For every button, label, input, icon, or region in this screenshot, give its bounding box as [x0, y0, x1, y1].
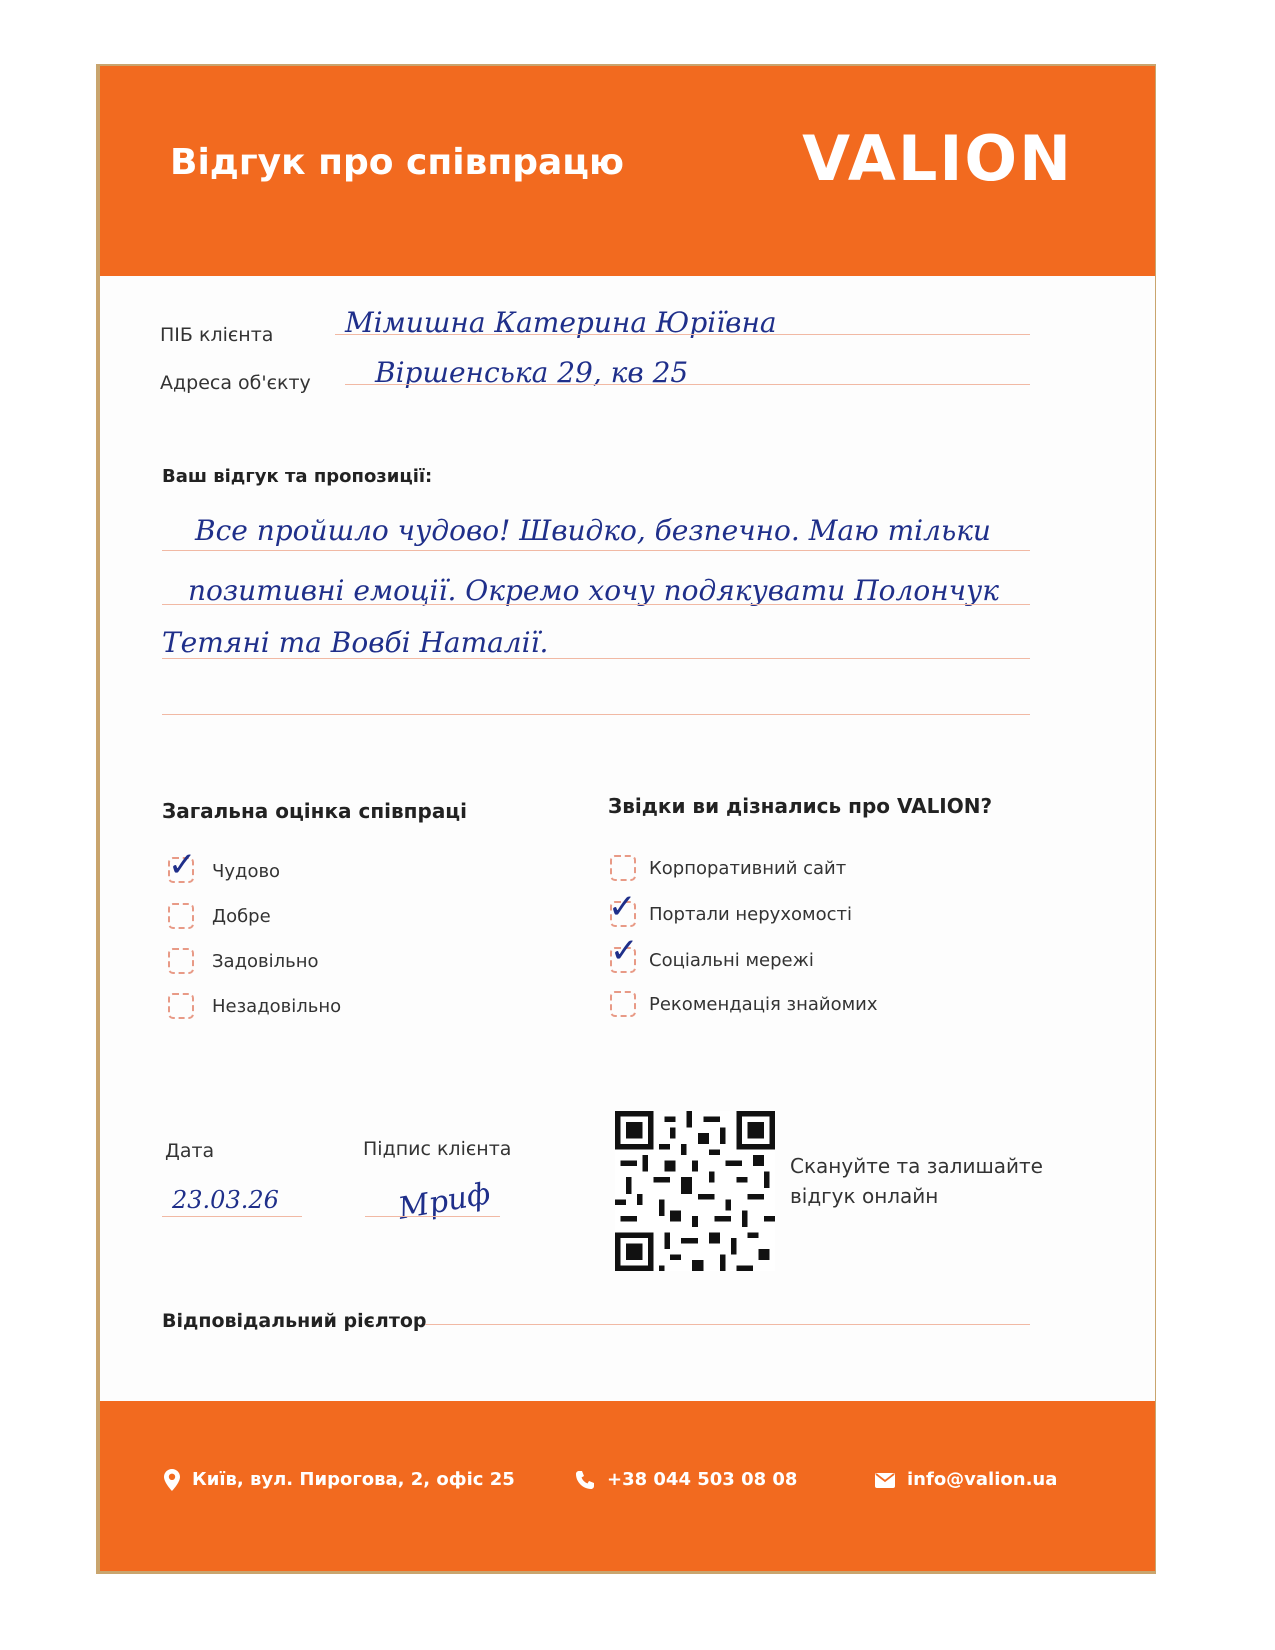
rating-checkbox-satisfactory[interactable]: [168, 948, 194, 974]
rating-checkbox-unsatisfactory[interactable]: [168, 993, 194, 1019]
footer-address-text: Київ, вул. Пирогова, 2, офіс 25: [192, 1469, 515, 1490]
form-header: [100, 66, 1155, 276]
address-line: [345, 384, 1030, 385]
footer-phone-text: +38 044 503 08 08: [607, 1469, 798, 1490]
feedback-rule-1: [162, 550, 1030, 551]
source-label-website: Корпоративний сайт: [649, 858, 847, 879]
rating-label-excellent: Чудово: [212, 861, 281, 882]
rating-label-satisfactory: Задовільно: [212, 951, 319, 972]
qr-code-icon[interactable]: [615, 1111, 775, 1271]
client-name-line: [335, 334, 1030, 335]
rating-label-good: Добре: [212, 906, 271, 927]
feedback-label: Ваш відгук та пропозиції:: [162, 466, 433, 487]
date-label: Дата: [165, 1140, 215, 1162]
rating-title: Загальна оцінка співпраці: [162, 799, 467, 823]
source-label-recommendation: Рекомендація знайомих: [649, 994, 878, 1015]
date-line: [162, 1216, 302, 1217]
signature-label: Підпис клієнта: [363, 1138, 512, 1160]
footer-email-text: info@valion.ua: [907, 1469, 1058, 1490]
footer-address: [164, 1469, 515, 1491]
source-title: Звідки ви дізнались про VALION?: [608, 794, 993, 818]
location-pin-icon: [164, 1469, 180, 1491]
client-name-value: Мімишна Катерина Юріївна: [345, 306, 777, 339]
check-mark-icon: ✓: [168, 845, 197, 885]
check-mark-icon: ✓: [610, 931, 639, 971]
address-value: Віршенська 29, кв 25: [375, 356, 689, 389]
rating-checkbox-good[interactable]: [168, 903, 194, 929]
source-checkbox-recommendation[interactable]: [610, 991, 636, 1017]
feedback-rule-3: [162, 658, 1030, 659]
source-label-social: Соціальні мережі: [649, 950, 814, 971]
realtor-label: Відповідальний рієлтор: [162, 1310, 427, 1332]
feedback-line-1: Все пройшло чудово! Швидко, безпечно. Маю тільки: [195, 514, 991, 547]
client-name-label: ПІБ клієнта: [160, 324, 274, 346]
footer-phone[interactable]: [575, 1469, 797, 1490]
address-label: Адреса об'єкту: [160, 372, 311, 394]
feedback-form: [100, 66, 1155, 1571]
form-footer: [100, 1401, 1155, 1571]
date-value: 23.03.26: [172, 1186, 279, 1214]
realtor-line: [425, 1324, 1030, 1325]
check-mark-icon: ✓: [608, 887, 637, 927]
client-signature: Мриф: [395, 1176, 494, 1227]
rating-label-unsatisfactory: Незадовільно: [212, 996, 342, 1017]
feedback-line-2: позитивні емоції. Окремо хочу подякувати Полончук: [188, 574, 1000, 607]
feedback-rule-2: [162, 604, 1030, 605]
form-title: Відгук про співпрацю: [170, 142, 624, 183]
source-checkbox-website[interactable]: [610, 855, 636, 881]
phone-icon: [575, 1470, 595, 1490]
qr-caption: Скануйте та залишайте відгук онлайн: [790, 1154, 1043, 1208]
feedback-line-3: Тетяні та Вовбі Наталії.: [162, 626, 549, 659]
mail-icon: [875, 1473, 895, 1488]
brand-logo: VALION: [802, 122, 1073, 195]
source-label-portals: Портали нерухомості: [649, 904, 852, 925]
feedback-rule-4: [162, 714, 1030, 715]
signature-line: [365, 1216, 500, 1217]
footer-email[interactable]: [875, 1469, 1057, 1490]
